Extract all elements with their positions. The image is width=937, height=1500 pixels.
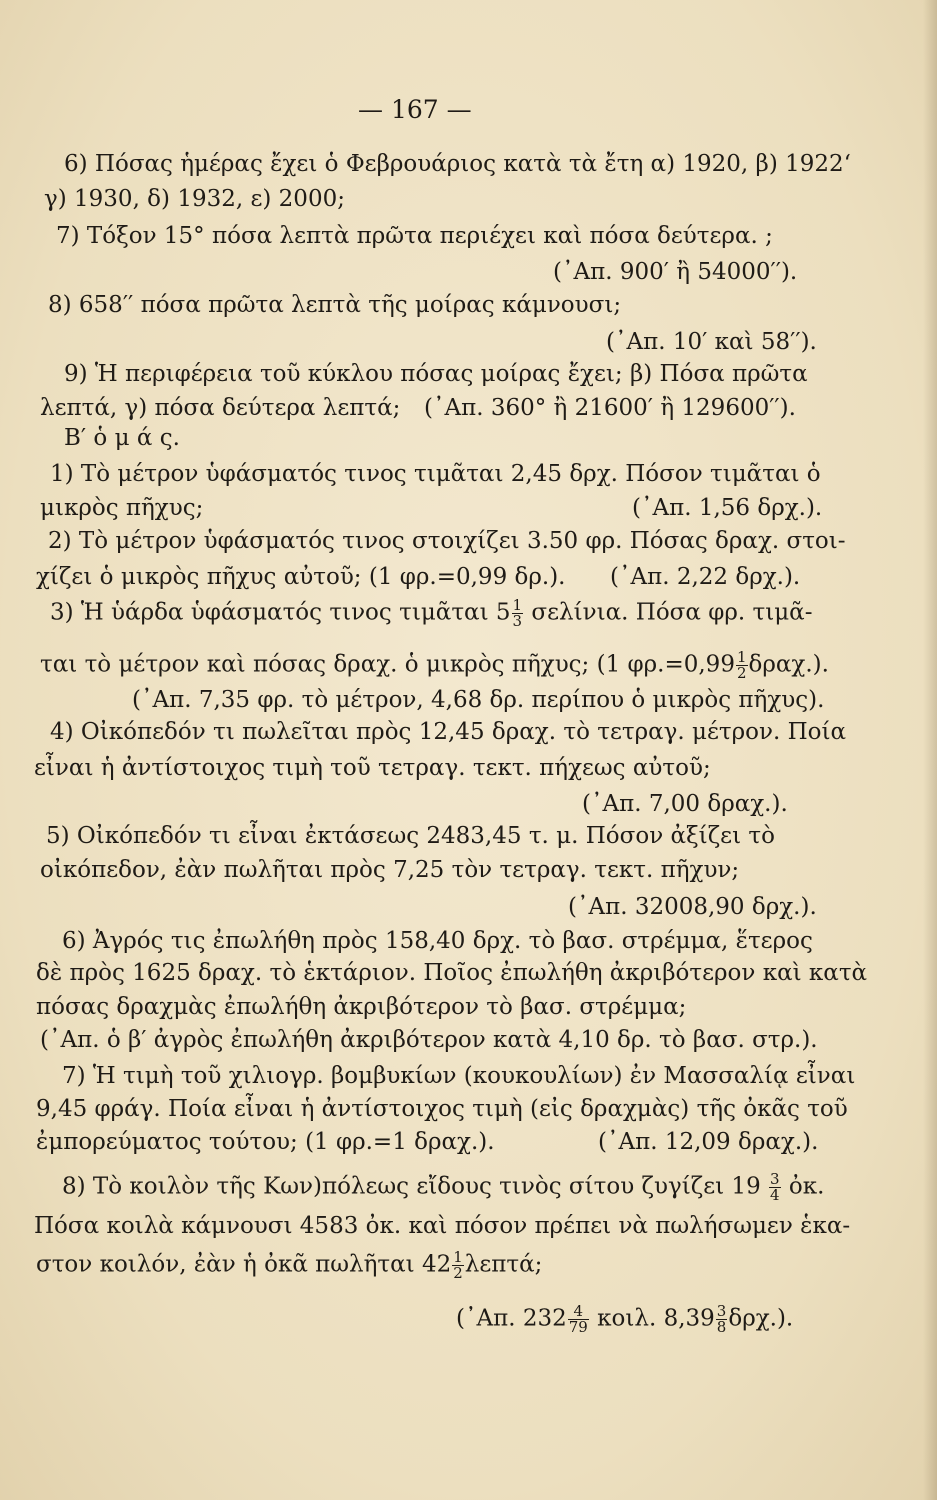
b-problem-1-line-1: 1) Τὸ μέτρον ὑφάσματός τινος τιμᾶται 2,45 δρχ. Πόσον τιμᾶται ὁ [50,461,821,487]
b-problem-6-line-2: δὲ πρὸς 1625 δραχ. τὸ ἑκτάριον. Ποῖος ἐπωλήθη ἀκριβότερον καὶ κατὰ [36,960,868,986]
b-answer-1: (᾿Απ. 1,56 δρχ.). [632,495,823,521]
fraction-one-half-a: $\frac{1}{2}$ [736,648,747,682]
b-problem-3-line-2 [40,650,829,681]
b-problem-2-line-1: 2) Τὸ μέτρον ὑφάσματός τινος στοιχίζει 3.50 φρ. Πόσας δραχ. στοι- [48,528,846,554]
answer-9: (᾿Απ. 360° ἢ 21600′ ἢ 129600′′). [424,395,796,421]
b-answer-6: (᾿Απ. ὁ β′ ἀγρὸς ἐπωλήθη ἀκριβότερον κατὰ 4,10 δρ. τὸ βασ. στρ.). [40,1027,818,1053]
b-answer-8-text-a: (᾿Απ. 232 [456,1305,567,1332]
b-answer-2: (᾿Απ. 2,22 δρχ.). [610,564,801,590]
b-problem-4-line-1: 4) Οἰκόπεδόν τι πωλεῖται πρὸς 12,45 δραχ. τὸ τετραγ. μέτρον. Ποία [50,719,847,745]
b-answer-8-text-c: δρχ.). [728,1305,794,1332]
fraction-three-eighths: $\frac{3}{8}$ [716,1302,727,1336]
b-answer-3: (᾿Απ. 7,35 φρ. τὸ μέτρον, 4,68 δρ. περίπου ὁ μικρὸς πῆχυς). [132,687,825,713]
b-answer-7: (᾿Απ. 12,09 δραχ.). [598,1129,819,1155]
b-problem-8-text-a: 8) Τὸ κοιλὸν τῆς Κων)πόλεως εἴδους τινὸς σίτου ζυγίζει 19 [62,1173,761,1200]
section-heading: Β′ ὁ μ ά ς. [64,425,180,451]
fraction-one-third: $\frac{1}{3}$ [512,596,523,630]
problem-9-line-2: λεπτά, γ) πόσα δεύτερα λεπτά; [40,395,401,421]
fraction-four-79: $\frac{4}{79}$ [568,1302,588,1336]
b-problem-8-text-b: ὀκ. [788,1173,825,1200]
b-problem-5-line-2: οἰκόπεδον, ἐὰν πωλῆται πρὸς 7,25 τὸν τετραγ. τεκτ. πῆχυν; [40,857,740,883]
b-problem-7-line-3: ἐμπορεύματος τούτου; (1 φρ.=1 δραχ.). [36,1129,495,1155]
page-number: — 167 — [358,95,472,124]
b-answer-8-text-b: κοιλ. 8,39 [597,1305,715,1332]
problem-9-line-1: 9) Ἡ περιφέρεια τοῦ κύκλου πόσας μοίρας ἔχει; β) Πόσα πρῶτα [64,361,808,387]
b-problem-4-line-2: εἶναι ἡ ἀντίστοιχος τιμὴ τοῦ τετραγ. τεκτ. πήχεως αὐτοῦ; [34,755,711,781]
b-problem-8-line-3 [36,1250,542,1281]
b-problem-1-line-2: μικρὸς πῆχυς; [40,495,204,521]
b-problem-3-line-1 [50,598,812,629]
b-problem-3-text-d: δραχ.). [748,651,829,678]
b-answer-4: (᾿Απ. 7,00 δραχ.). [582,791,788,817]
page-edge-shadow [923,0,937,1500]
answer-8: (᾿Απ. 10′ καὶ 58′′). [606,329,817,355]
problem-6-line-1: 6) Πόσας ἡμέρας ἔχει ὁ Φεβρουάριος κατὰ τὰ ἔτη α) 1920, β) 1922‘ [64,151,851,177]
b-problem-6-line-3: πόσας δραχμὰς ἐπωλήθη ἀκριβότερον τὸ βασ. στρέμμα; [36,994,687,1020]
b-problem-5-line-1: 5) Οἰκόπεδόν τι εἶναι ἐκτάσεως 2483,45 τ. μ. Πόσον ἀξίζει τὸ [46,823,775,849]
b-problem-3-text-c: ται τὸ μέτρον καὶ πόσας δραχ. ὁ μικρὸς πῆχυς; (1 φρ.=0,99 [40,651,735,678]
fraction-one-half-b: $\frac{1}{2}$ [453,1248,463,1282]
problem-6-line-2: γ) 1930, δ) 1932, ε) 2000; [44,186,345,212]
problem-8-line: 8) 658′′ πόσα πρῶτα λεπτὰ τῆς μοίρας κάμνουσι; [48,292,622,318]
b-problem-2-line-2: χίζει ὁ μικρὸς πῆχυς αὐτοῦ; (1 φρ.=0,99 δρ.). [36,564,566,590]
b-answer-8 [456,1304,793,1335]
b-problem-7-line-2: 9,45 φράγ. Ποία εἶναι ἡ ἀντίστοιχος τιμὴ (εἰς δραχμὰς) τῆς ὀκᾶς τοῦ [36,1096,848,1122]
answer-7: (᾿Απ. 900′ ἢ 54000′′). [553,259,798,285]
b-problem-3-text-b: σελίνια. Πόσα φρ. τιμᾶ- [531,599,813,626]
b-problem-6-line-1: 6) Ἀγρός τις ἐπωλήθη πρὸς 158,40 δρχ. τὸ βασ. στρέμμα, ἕτερος [62,928,813,954]
b-answer-5: (᾿Απ. 32008,90 δρχ.). [568,894,817,920]
b-problem-8-line-2: Πόσα κοιλὰ κάμνουσι 4583 ὀκ. καὶ πόσον πρέπει νὰ πωλήσωμεν ἑκα- [34,1213,851,1239]
b-problem-8-text-c: στον κοιλόν, ἐὰν ἡ ὀκᾶ πωλῆται 42 [36,1251,452,1278]
b-problem-7-line-1: 7) Ἡ τιμὴ τοῦ χιλιογρ. βομβυκίων (κουκουλίων) ἐν Μασσαλίᾳ εἶναι [62,1063,856,1089]
fraction-three-quarters: $\frac{3}{4}$ [770,1170,780,1204]
problem-7-line: 7) Τόξον 15° πόσα λεπτὰ πρῶτα περιέχει καὶ πόσα δεύτερα. ; [56,223,773,249]
b-problem-8-line-1 [62,1172,824,1203]
b-problem-8-text-d: λεπτά; [464,1251,543,1278]
b-problem-3-text-a: 3) Ἡ ὑάρδα ὑφάσματός τινος τιμᾶται 5 [50,599,511,626]
